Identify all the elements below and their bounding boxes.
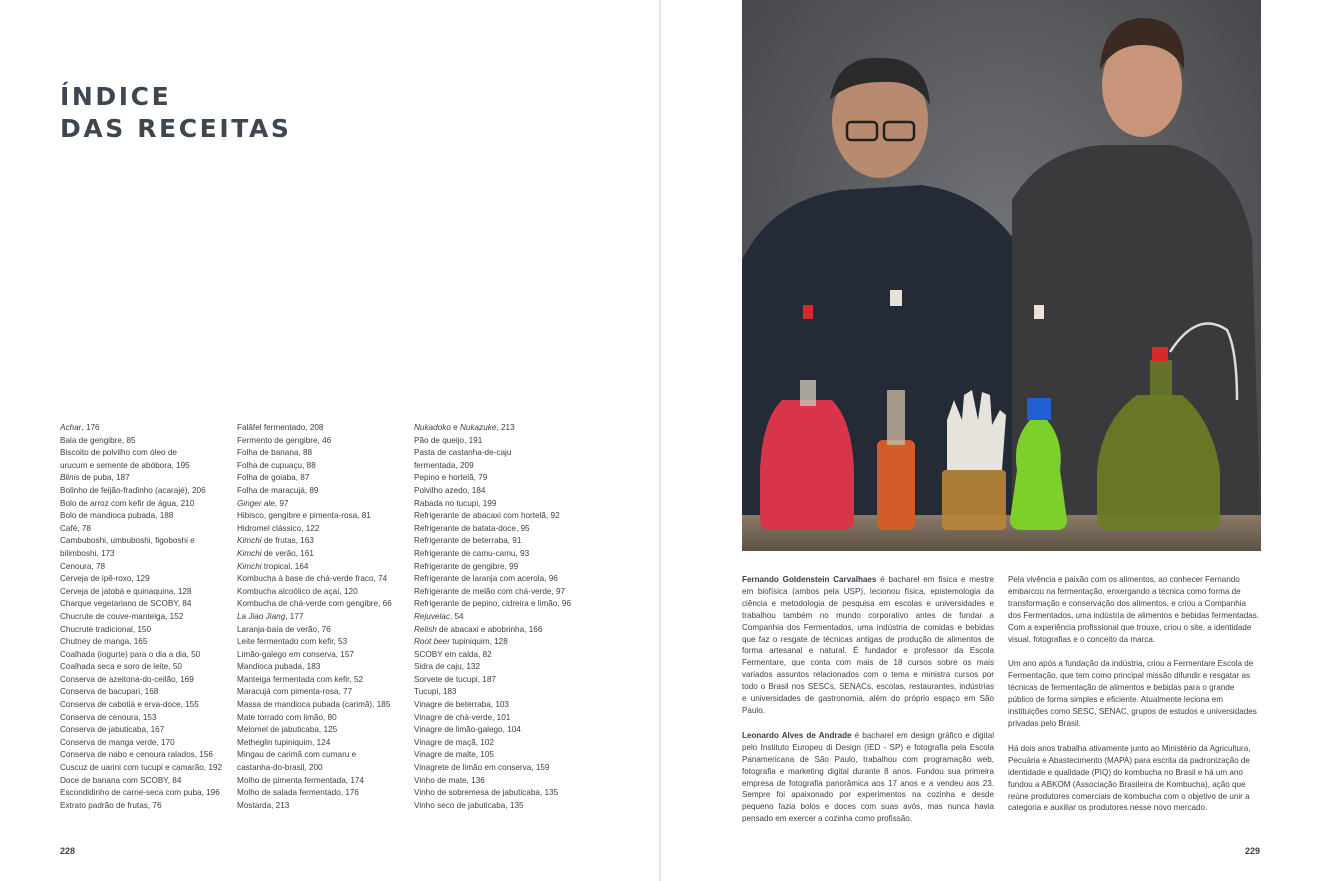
index-entry: Pasta de castanha-de-caju [414,448,512,458]
index-entry: Sidra de caju, 132 [414,662,480,672]
index-entry: Melomel de jabuticaba, 125 [237,725,338,735]
index-entry: Refrigerante de pepino, cidreira e limão, 96 [414,599,572,609]
index-entry: Nukadoko e Nukazuke, 213 [414,423,515,432]
index-entry: Achar, 176 [60,423,100,432]
index-entry: Vinagre de maçã, 102 [414,737,494,747]
title-line-2: DAS RECEITAS [60,114,292,143]
page-number-right: 229 [1245,846,1261,856]
authors-photo [742,0,1261,551]
index-entry: Vinagre de beterraba, 103 [414,700,509,710]
page-number-left: 228 [60,846,76,856]
index-entry: Conserva de bacupari, 168 [60,687,159,697]
index-entry: Mate torrado com limão, 80 [237,712,337,722]
index-entry: Conserva de azeitona-do-ceilão, 169 [60,674,194,684]
index-entry: Café, 78 [60,523,91,533]
index-entry: Vinho de mate, 136 [414,775,485,785]
bio-paragraph: Há dois anos trabalha ativamente junto ao Ministério da Agricultura, Pecuária e Abastecimento (MAPA) para escrita da padronização de identidade e qualidade (PIQ) do kombucha no Brasil e há um ano fundou a ABKOM (Associação Brasileira de Kombucha), ação que reúne produtores comerciais de kombucha com o objetivo de unir a categoria e auxiliar os produtores nesse novo mercado. [1008,743,1251,813]
index-entry: Rabada no tucupi, 199 [414,498,497,508]
index-entry: Maracujá com pimenta-rosa, 77 [237,687,353,697]
index-entry: Coalhada seca e soro de leite, 50 [60,662,182,672]
index-entry: Conserva de jabuticaba, 167 [60,725,165,735]
index-entry: Cuscuz de uarini com tucupi e camarão, 192 [60,763,223,773]
bio-paragraph: Fernando Goldenstein Carvalhaes é bacharel em física e mestre em biofísica (ambos pela USP), lecionou física, epistemologia da ciência e metodologia de pesquisa em escolas e universidades e trabalhou também no mundo corporativo antes de fundar a Companhia dos Fermentados, uma indústria de comidas e bebidas que faz o resgate de técnicas antigas de produção de alimentos de forma artesanal e natural. É fundador e professor da Escola Fermentare, que conta com mais de 18 cursos sobre os mais variados assuntos relacionados com o tema e ministra cursos por todo o Brasil nos SESCs, SENACs, escolas, restaurantes, indústrias e universidades de gastronomia, além do próprio espaço em São Paulo. [742,575,994,715]
index-entry: Cerveja de jatobá e quinaquina, 128 [60,586,192,596]
right-page [661,0,1321,881]
index-entry: Sorvete de tucupi, 187 [414,674,496,684]
index-entry: Polvilho azedo, 184 [414,485,486,495]
bio-paragraph: Um ano após a fundação da indústria, criou a Fermentare Escola de Fermentação, que tem como principal missão difundir e resgatar as técnicas de fermentação de alimentos e bebidas para o grande público de forma simples e eficiente. Atualmente leciona em instituições como SESC, SENAC, grupos de estudos e universidades privadas pelo Brasil. [1008,659,1257,728]
index-entry: Kimchi de verão, 161 [237,548,314,558]
index-entry: Refrigerante de abacaxi com hortelã, 92 [414,511,560,521]
index-entry: Root beer tupiniquim, 128 [414,637,508,647]
index-entry: Vinagre de malte, 105 [414,750,494,760]
index-entry: Bolinho de feijão-fradinho (acarajé), 206 [60,485,206,495]
index-entry: Pepino e hortelã, 79 [414,473,488,483]
index-column-2 [237,422,412,812]
index-entry: Coalhada (iogurte) para o dia a dia, 50 [60,649,201,659]
index-entry: urucum e semente de abóbora, 195 [60,460,190,470]
index-entry: Charque vegetariano de SCOBY, 84 [60,599,192,609]
index-entry: Molho de salada fermentado, 176 [237,788,359,798]
index-entry: Molho de pimenta fermentada, 174 [237,775,364,785]
index-entry: Mandioca pubada, 183 [237,662,321,672]
index-entry: SCOBY em calda, 82 [414,649,492,659]
index-entry: Mingau de carimã com cumaru e [237,750,357,760]
index-entry: Rejuvelac, 54 [414,611,464,621]
index-column-3 [414,422,589,812]
index-entry: Pão de queijo, 191 [414,435,483,445]
left-page [0,0,660,881]
index-entry: Massa de mandioca pubada (carimã), 185 [237,700,391,710]
index-entry: Kombucha à base de chá-verde fraco, 74 [237,574,388,584]
index-entry: Conserva de manga verde, 170 [60,737,175,747]
index-entry: Laranja-baía de verão, 76 [237,624,331,634]
index-entry: Fermento de gengibre, 46 [237,435,332,445]
bio-paragraph: Leonardo Alves de Andrade é bacharel em design gráfico e digital pelo Instituto Europeu di Design (IED - SP) e fotografia pela Escola Panamericana de São Paulo, trabalhou com programação web, fotografia e marketing digital durante 8 anos. Fundou sua primeira empresa de fotografia panorâmica aos 17 anos e a vendeu aos 23. Sempre foi apaixonado por experimentos na cozinha e desde pequeno fazia bolos e doces com suas avós, mas nunca havia pensado em exercer a cozinha como profissão. [742,730,995,824]
index-entry: Biscoito de polvilho com óleo de [60,448,177,458]
index-entry: Cerveja de ipê-roxo, 129 [60,574,150,584]
bio-column-left [742,574,994,838]
index-entry: Folha de cupuaçu, 88 [237,460,316,470]
index-entry: Refrigerante de gengibre, 99 [414,561,519,571]
index-entry: Vinho seco de jabuticaba, 135 [414,800,524,810]
index-entry: Vinagre de limão-galego, 104 [414,725,521,735]
index-entry: Refrigerante de camu-camu, 93 [414,548,530,558]
index-entry: Mostarda, 213 [237,800,290,810]
index-entry: Ginger ale, 97 [237,498,289,508]
index-entry: Refrigerante de melão com chá-verde, 97 [414,586,566,596]
index-entry: Conserva de cenoura, 153 [60,712,157,722]
index-entry: Refrigerante de beterraba, 91 [414,536,522,546]
index-column-1 [60,422,235,812]
index-entry: Leite fermentado com kefir, 53 [237,637,348,647]
index-entry: Doce de banana com SCOBY, 84 [60,775,182,785]
page-title [60,81,292,145]
index-entry: Refrigerante de laranja com acerola, 96 [414,574,558,584]
index-entry: Tucupi, 183 [414,687,457,697]
index-entry: Folha de maracujá, 89 [237,485,319,495]
index-entry: fermentada, 209 [414,460,474,470]
index-entry: Falâfel fermentado, 208 [237,423,324,432]
index-entry: Bala de gengibre, 85 [60,435,136,445]
index-entry: Conserva de cabotiá e erva-doce, 155 [60,700,199,710]
index-entry: Hibisco, gengibre e pimenta-rosa, 81 [237,511,371,521]
index-entry: Metheglin tupiniquim, 124 [237,737,331,747]
index-entry: Vinagre de chá-verde, 101 [414,712,511,722]
index-entry: Conserva de nabo e cenoura ralados, 156 [60,750,213,760]
index-entry: Refrigerante de batata-doce, 95 [414,523,530,533]
index-entry: Folha de goiaba, 87 [237,473,310,483]
title-line-1: ÍNDICE [60,82,172,111]
index-entry: Kimchi tropical, 164 [237,561,309,571]
index-entry: Limão-galego em conserva, 157 [237,649,354,659]
index-entry: Cambuboshi, umbuboshi, figoboshi e [60,536,195,546]
index-entry: castanha-do-brasil, 200 [237,763,323,773]
index-entry: Cenoura, 78 [60,561,106,571]
index-entry: Chutney de manga, 165 [60,637,148,647]
index-entry: Manteiga fermentada com kefir, 52 [237,674,364,684]
index-entry: Chucrute de couve-manteiga, 152 [60,611,184,621]
index-entry: Kombucha de chá-verde com gengibre, 66 [237,599,392,609]
index-entry: Folha de banana, 88 [237,448,313,458]
index-entry: Bolo de mandioca pubada, 188 [60,511,174,521]
bio-paragraph: Pela vivência e paixão com os alimentos, ao conhecer Fernando embarcou na fermentação, enxergando a técnica como forma de transformação e conservação dos alimentos, e criou a Companhia dos Fermentados, uma indústria de alimentos e bebidas fermentadas. Com a experiência profissional que trouxe, criou o site, a identidade visual, fotografias e o conceito da marca. [1008,575,1260,644]
index-entry: Kombucha alcoólico de açaí, 120 [237,586,358,596]
index-entry: Vinho de sobremesa de jabuticaba, 135 [414,788,559,798]
index-entry: La Jiao Jiang, 177 [237,611,304,621]
index-entry: Bolo de arroz com kefir de água, 210 [60,498,195,508]
index-entry: Extrato padrão de frutas, 76 [60,800,162,810]
index-entry: Chucrute tradicional, 150 [60,624,152,634]
index-entry: Escondidinho de carne-seca com puba, 196 [60,788,220,798]
index-entry: Blinis de puba, 187 [60,473,130,483]
index-entry: Hidromel clássico, 122 [237,523,320,533]
index-entry: Relish de abacaxi e abobrinha, 166 [414,624,543,634]
bio-column-right [1008,574,1260,827]
index-entry: Vinagrete de limão em conserva, 159 [414,763,550,773]
index-entry: bilimboshi, 173 [60,548,115,558]
index-entry: Kimchi de frutas, 163 [237,536,314,546]
